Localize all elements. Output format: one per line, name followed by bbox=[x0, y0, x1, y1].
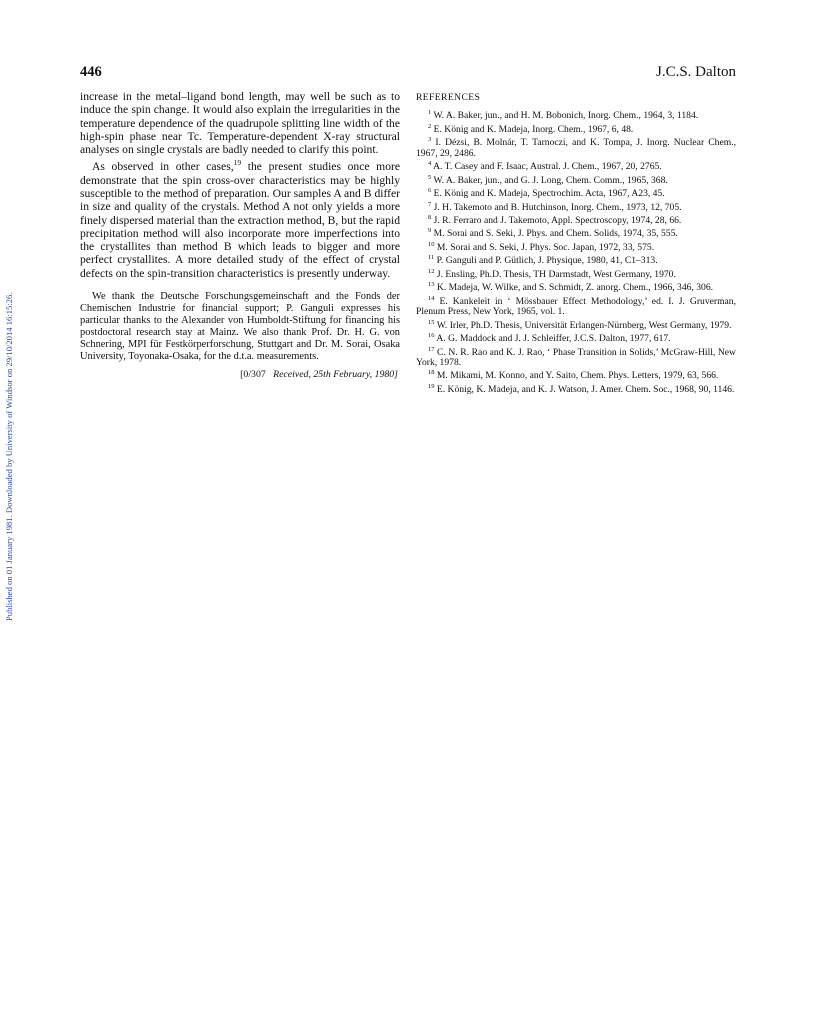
paragraph-2 bbox=[80, 156, 400, 280]
reference-text: W. Irler, Ph.D. Thesis, Universität Erlangen-Nürnberg, West Germany, 1979. bbox=[434, 319, 732, 331]
reference-number: 5 bbox=[428, 173, 432, 181]
received-code: [0/307 bbox=[240, 369, 266, 381]
reference-item bbox=[416, 382, 736, 395]
reference-item bbox=[416, 135, 736, 159]
reference-text: W. A. Baker, jun., and G. J. Long, Chem. Comm., 1965, 368. bbox=[431, 174, 668, 186]
reference-number: 19 bbox=[428, 382, 435, 390]
reference-text: K. Madeja, W. Wilke, and S. Schmidt, Z. anorg. Chem., 1966, 346, 306. bbox=[434, 282, 714, 294]
page-number: 446 bbox=[80, 64, 102, 80]
reference-text: J. R. Ferraro and J. Takemoto, Appl. Spectroscopy, 1974, 28, 66. bbox=[431, 215, 682, 227]
reference-number: 13 bbox=[428, 281, 435, 289]
page-header bbox=[80, 64, 736, 84]
reference-item bbox=[416, 240, 736, 253]
reference-text: M. Mikami, M. Konno, and Y. Saito, Chem. Phys. Letters, 1979, 63, 566. bbox=[434, 370, 719, 382]
reference-item bbox=[416, 122, 736, 135]
reference-number: 3 bbox=[428, 136, 432, 144]
references-heading: REFERENCES bbox=[416, 92, 481, 103]
reference-text: E. Kankeleit in ‘ Mössbauer Effect Methodology,’ ed. I. J. Gruverman, Plenum Press, New York, 1965, vol. 1. bbox=[416, 296, 736, 318]
reference-item bbox=[416, 213, 736, 226]
reference-item bbox=[416, 331, 736, 344]
reference-text: A. G. Maddock and J. J. Schleiffer, J.C.S. Dalton, 1977, 617. bbox=[434, 333, 671, 345]
reference-number: 12 bbox=[428, 267, 435, 275]
reference-item bbox=[416, 159, 736, 172]
paragraph-2-rest: the present studies once more demonstrate that the spin cross-over characteristics may be highly susceptible to the method of preparation. Our samples A and B differ in size and quality of the crystals. Method A not only yields a more finely dispersed material than the extraction method, B, but the rapid precipitation method will also incorporate more imperfections into the crystallites than method B which leads to bigger and more perfect crystallites. A more detailed study of the effect of crystal defects on the spin-transition characteristics is presently underway. bbox=[80, 160, 400, 280]
reference-item bbox=[416, 280, 736, 293]
acknowledgement: We thank the Deutsche Forschungsgemeinschaft and the Fonds der Chemischen Industrie for financial support; P. Ganguli expresses his particular thanks to the Alexander von Humboldt-Stiftung for financing his postdoctoral research stay at Mainz. We also thank Prof. Dr. H. G. von Schnering, MPI für Festkörperforschung, Stuttgart and Dr. M. Sorai, Osaka University, Toyonaka-Osaka, for the d.t.a. measurements. bbox=[80, 291, 400, 362]
reference-text: E. König and K. Madeja, Inorg. Chem., 1967, 6, 48. bbox=[431, 123, 634, 135]
download-margin-note bbox=[2, 185, 18, 625]
paragraph-1: increase in the metal–ligand bond length, may well be such as to induce the spin change. It would also explain the irregularities in the temperature dependence of the quadrupole splitting line width of the high-spin phase near Tc. Temperature-dependent X-ray structural analyses on single crystals are badly needed to clarify this point. bbox=[80, 90, 400, 157]
reference-text: C. N. R. Rao and K. J. Rao, ‘ Phase Transition in Solids,’ McGraw-Hill, New York, 1978. bbox=[416, 346, 736, 369]
reference-text: W. A. Baker, jun., and H. M. Bobonich, Inorg. Chem., 1964, 3, 1184. bbox=[431, 110, 699, 122]
reference-item bbox=[416, 173, 736, 186]
reference-item bbox=[416, 200, 736, 213]
margin-note-text: Published on 01 January 1981. Downloaded by University of Windsor on 29/10/2014 16:15:26. bbox=[4, 292, 14, 621]
reference-list bbox=[416, 108, 736, 395]
reference-number: 2 bbox=[428, 122, 432, 130]
journal-title: J.C.S. Dalton bbox=[655, 64, 736, 80]
reference-number: 17 bbox=[428, 345, 435, 353]
reference-number: 11 bbox=[428, 254, 435, 262]
reference-number: 9 bbox=[428, 227, 432, 235]
references-column bbox=[416, 93, 736, 395]
reference-number: 7 bbox=[428, 200, 432, 208]
reference-item bbox=[416, 368, 736, 381]
body-column bbox=[80, 90, 400, 382]
received-line bbox=[80, 368, 400, 381]
reference-number: 6 bbox=[428, 187, 432, 195]
reference-text: E. König and K. Madeja, Spectrochim. Acta, 1967, A23, 45. bbox=[431, 188, 665, 200]
reference-text: J. H. Takemoto and B. Hutchinson, Inorg. Chem., 1973, 12, 705. bbox=[431, 201, 682, 213]
reference-text: E. König, K. Madeja, and K. J. Watson, J. Amer. Chem. Soc., 1968, 90, 1146. bbox=[434, 384, 735, 396]
reference-item bbox=[416, 345, 736, 369]
reference-number: 8 bbox=[428, 213, 432, 221]
reference-item bbox=[416, 226, 736, 239]
reference-item bbox=[416, 186, 736, 199]
reference-item bbox=[416, 108, 736, 121]
reference-text: A. T. Casey and F. Isaac, Austral. J. Chem., 1967, 20, 2765. bbox=[431, 161, 662, 173]
reference-number: 16 bbox=[428, 332, 435, 340]
reference-text: J. Ensling, Ph.D. Thesis, TH Darmstadt, West Germany, 1970. bbox=[434, 269, 676, 281]
reference-text: M. Sorai and S. Seki, J. Phys. Soc. Japan, 1972, 33, 575. bbox=[434, 242, 655, 254]
reference-item bbox=[416, 318, 736, 331]
received-date: Received, 25th February, 1980] bbox=[273, 369, 398, 381]
reference-number: 14 bbox=[428, 294, 435, 302]
reference-text: M. Sorai and S. Seki, J. Phys. and Chem. Solids, 1974, 35, 555. bbox=[431, 228, 678, 240]
reference-item bbox=[416, 253, 736, 266]
reference-text: P. Ganguli and P. Gütlich, J. Physique, 1980, 41, C1–313. bbox=[434, 255, 658, 267]
reference-number: 15 bbox=[428, 318, 435, 326]
reference-number: 1 bbox=[428, 109, 432, 117]
reference-number: 4 bbox=[428, 160, 432, 168]
reference-item bbox=[416, 294, 736, 318]
paragraph-2-start: As observed in other cases, bbox=[92, 160, 234, 174]
reference-number: 18 bbox=[428, 369, 435, 377]
reference-item bbox=[416, 267, 736, 280]
reference-number: 10 bbox=[428, 240, 435, 248]
citation-ref-19: 19 bbox=[233, 158, 242, 168]
reference-text: I. Dézsi, B. Molnár, T. Tarnoczi, and K. Tompa, J. Inorg. Nuclear Chem., 1967, 29, 2486. bbox=[416, 137, 736, 159]
